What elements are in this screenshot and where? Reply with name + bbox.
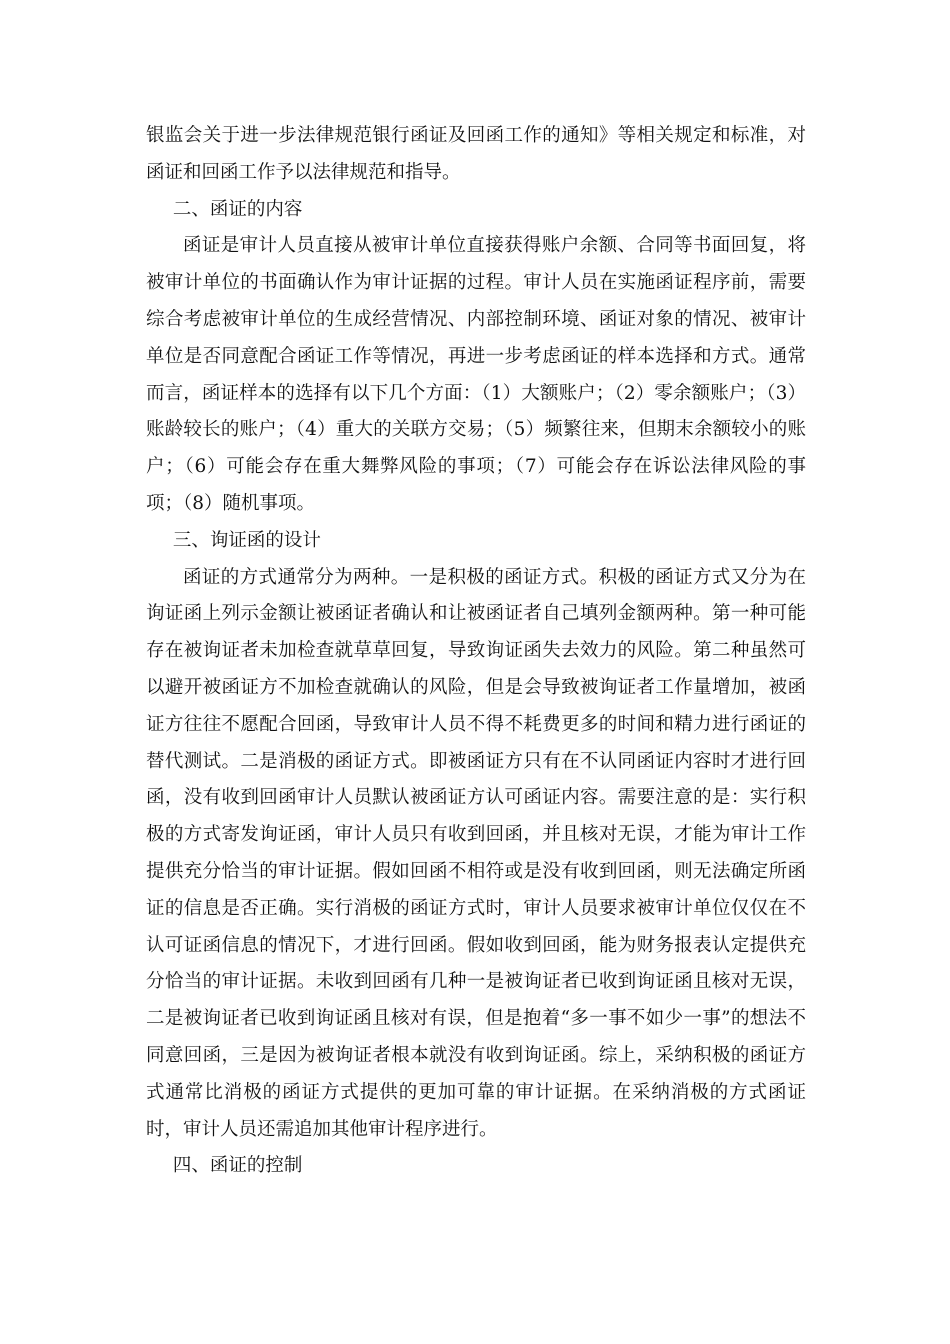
section-heading-letter-design: 三、询证函的设计 bbox=[172, 529, 321, 551]
paragraph-confirmation-content: 函证是审计人员直接从被审计单位直接获得账户余额、合同等书面回复，将被审计单位的书面确认作为审计证据的过程。审计人员在实施函证程序前，需要综合考虑被审计单位的生成经营情况、内部控制环境、函证对象的情况、被审计单位是否同意配合函证工作等情况，再进一步考虑函证的样本选择和方式。通常而言，函证样本的选择有以下几个方面：（1）大额账户；（2）零余额账户；（3）账龄较长的账户；（4）重大的关联方交易；（5）频繁往来，但期末余额较小的账户；（6）可能会存在重大舞弊风险的事项；（7）可能会存在诉讼法律风险的事项；（8）随机事项。 bbox=[146, 235, 806, 514]
paragraph-continuation: 银监会关于进一步法律规范银行函证及回函工作的通知》等相关规定和标准，对函证和回函工作予以法律规范和指导。 bbox=[146, 125, 806, 183]
section-heading-control: 四、函证的控制 bbox=[172, 1155, 303, 1177]
paragraph-letter-design: 函证的方式通常分为两种。一是积极的函证方式。积极的函证方式又分为在询证函上列示金额让被函证者确认和让被函证者自己填列金额两种。第一种可能存在被询证者未加检查就草草回复，导致询证函失去效力的风险。第二种虽然可以避开被函证方不加检查就确认的风险，但是会导致被询证者工作量增加，被函证方往往不愿配合回函，导致审计人员不得不耗费更多的时间和精力进行函证的替代测试。二是消极的函证方式。即被函证方只有在不认同函证内容时才进行回函，没有收到回函审计人员默认被函证方认可函证内容。需要注意的是：实行积极的方式寄发询证函，审计人员只有收到回函，并且核对无误，才能为审计工作提供充分恰当的审计证据。假如回函不相符或是没有收到回函，则无法确定所函证的信息是否正确。实行消极的函证方式时，审计人员要求被审计单位仅仅在不认可证函信息的情况下，才进行回函。假如收到回函，能为财务报表认定提供充分恰当的审计证据。未收到回函有几种一是被询证者已收到询证函且核对无误，二是被询证者已收到询证函且核对有误，但是抱着“多一事不如少一事”的想法不同意回函，三是因为被询证者根本就没有收到询证函。综上，采纳积极的函证方式通常比消极的函证方式提供的更加可靠的审计证据。在采纳消极的方式函证时，审计人员还需追加其他审计程序进行。 bbox=[146, 566, 806, 1140]
section-heading-content: 二、函证的内容 bbox=[172, 198, 303, 220]
document-body bbox=[146, 118, 806, 1185]
